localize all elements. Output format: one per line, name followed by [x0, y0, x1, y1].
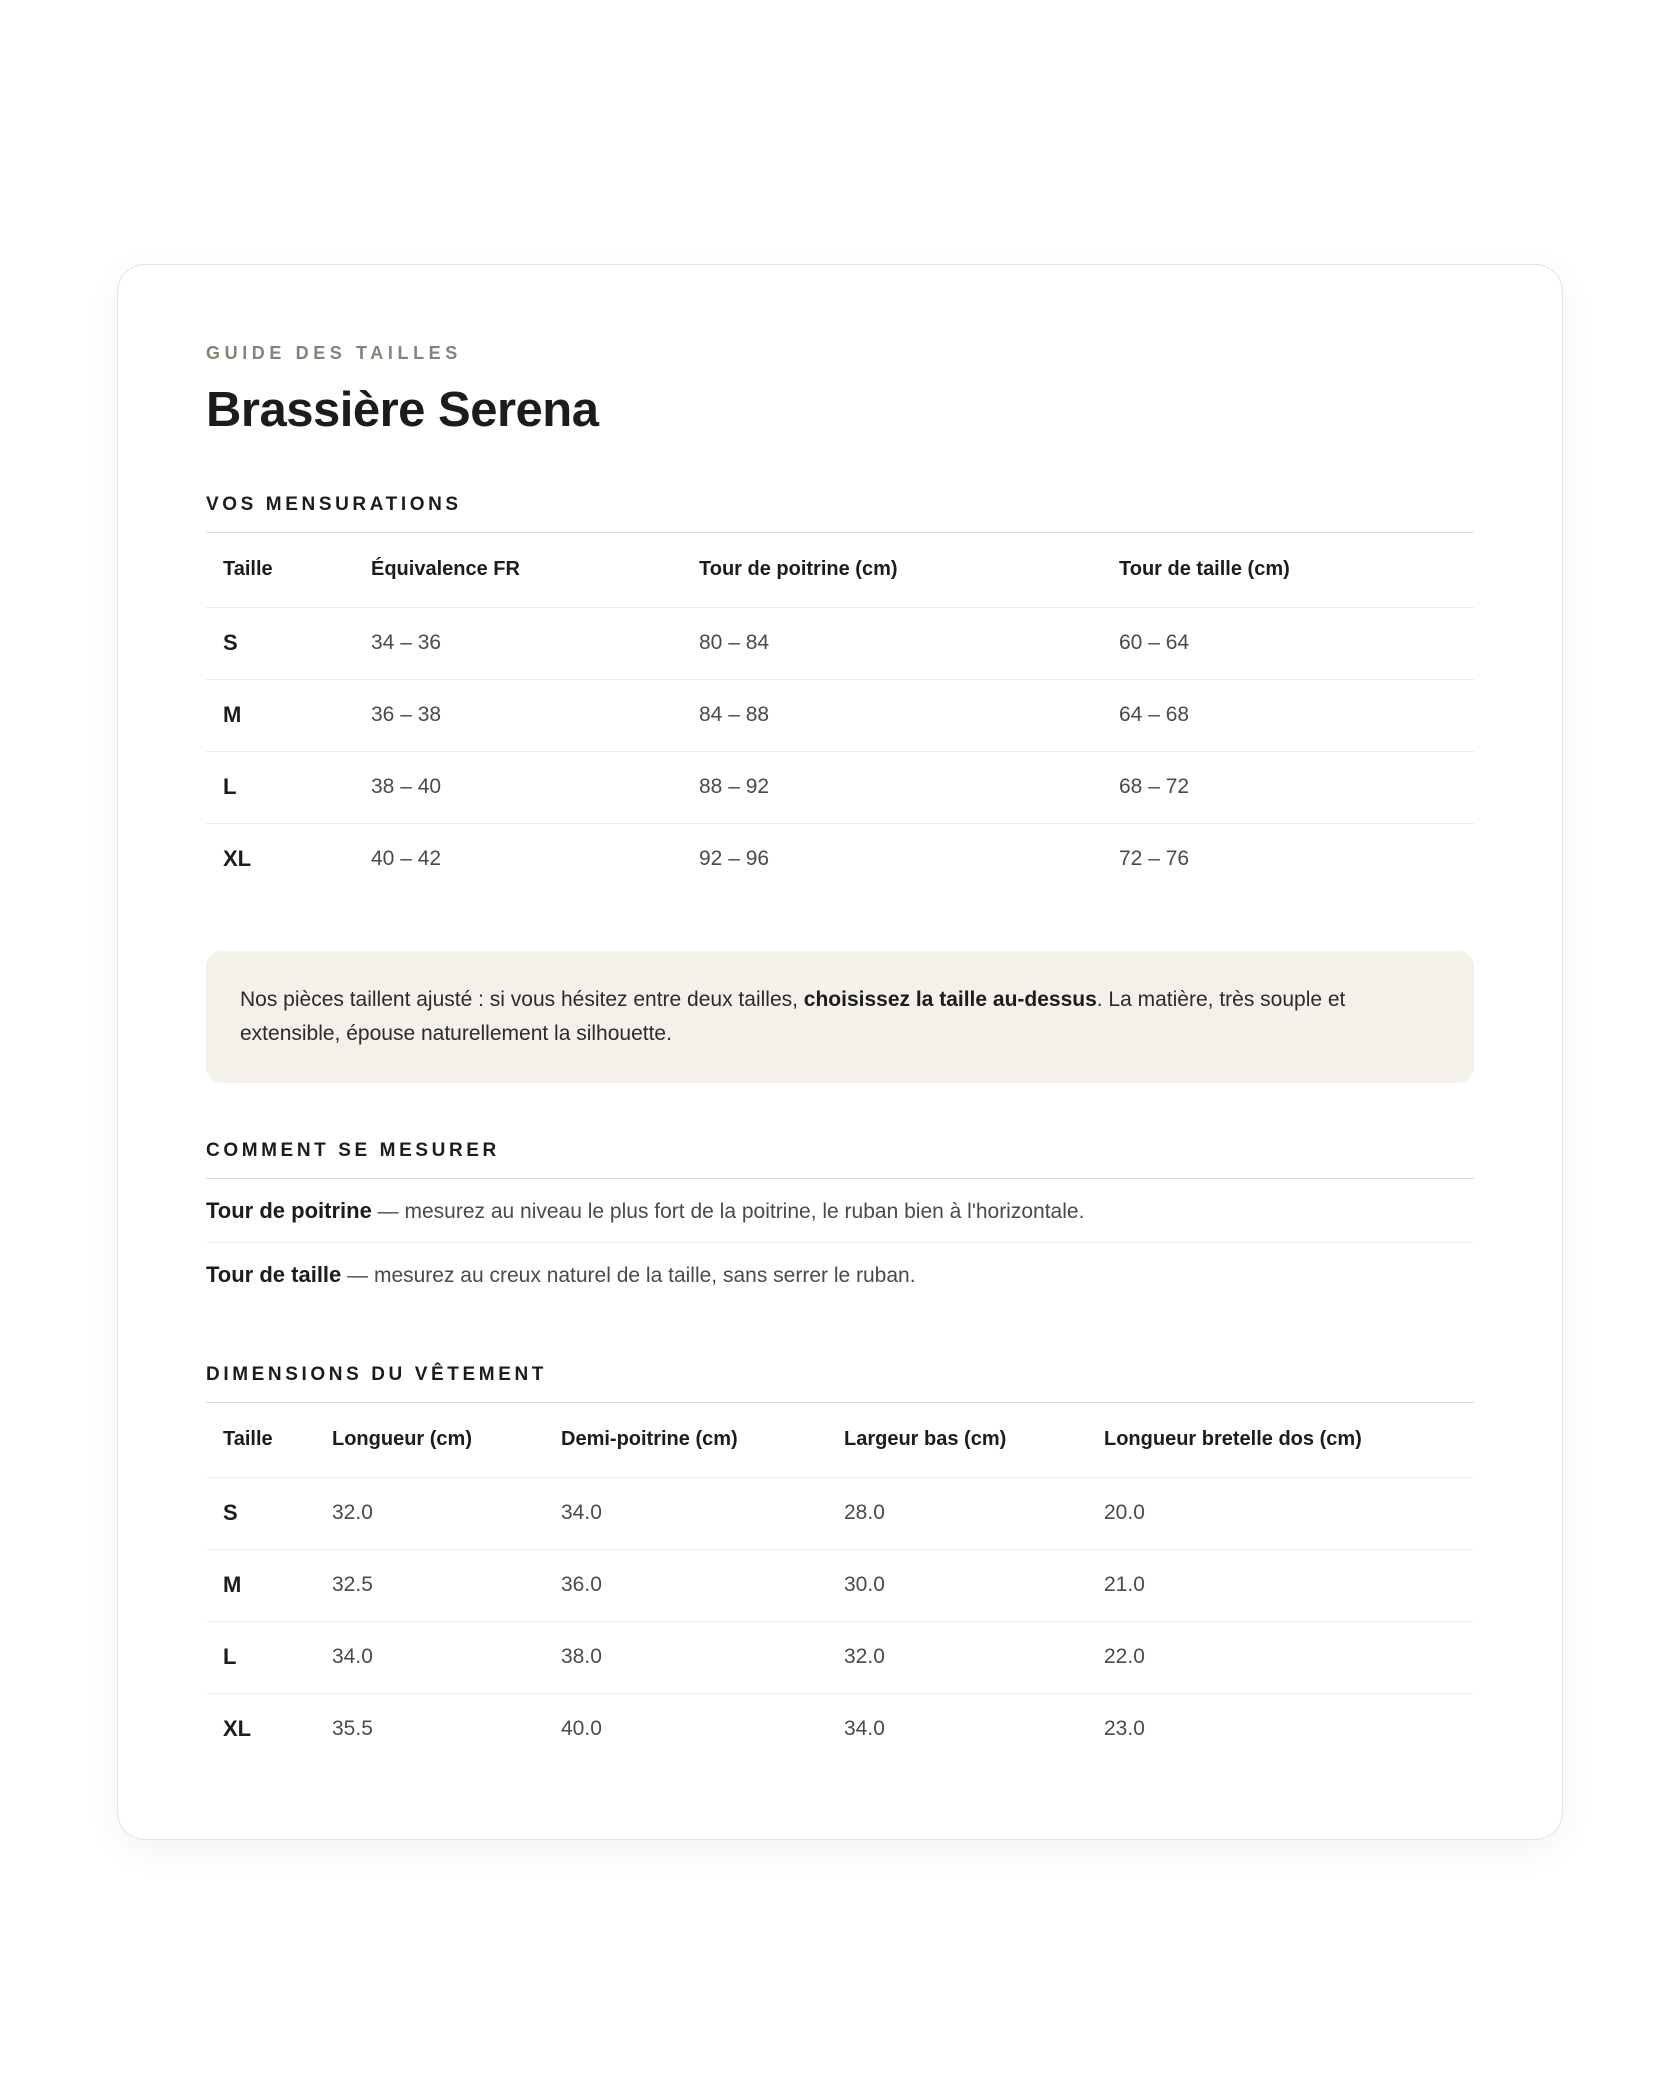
- table-cell: 34 – 36: [354, 607, 682, 679]
- table-row: [206, 751, 1474, 823]
- list-item: [206, 1179, 1474, 1243]
- table-cell: 88 – 92: [682, 751, 1102, 823]
- note-emphasis: choisissez la taille au-dessus: [803, 988, 1097, 1011]
- note-text: Nos pièces taillent ajusté : si vous hésitez entre deux tailles,: [240, 988, 804, 1011]
- table-cell: 80 – 84: [682, 607, 1102, 679]
- table-cell: 35.5: [332, 1717, 373, 1741]
- column-header: Taille: [206, 1403, 315, 1477]
- measure-term: Tour de poitrine: [206, 1198, 372, 1223]
- size-cell: XL: [223, 846, 252, 872]
- table-cell: 34.0: [844, 1717, 885, 1741]
- table-cell: 30.0: [827, 1549, 1087, 1621]
- table-row: [206, 1693, 1474, 1765]
- garment-dimensions-table: [206, 1403, 1474, 1765]
- table-cell: 34.0: [315, 1621, 544, 1693]
- size-cell: S: [206, 1477, 315, 1549]
- measure-description: — mesurez au niveau le plus fort de la poitrine, le ruban bien à l'horizontale.: [371, 1200, 1085, 1223]
- table-cell: 60 – 64: [1102, 607, 1474, 679]
- size-cell: S: [206, 607, 354, 679]
- table-cell: 38 – 40: [354, 751, 682, 823]
- size-cell: M: [206, 1549, 315, 1621]
- size-cell: L: [206, 751, 354, 823]
- page-title: Brassière Serena: [206, 383, 599, 437]
- table-cell: 64 – 68: [1102, 679, 1474, 751]
- table-row: [206, 1477, 1474, 1549]
- column-header: Taille: [206, 533, 354, 607]
- column-header: Demi-poitrine (cm): [544, 1403, 827, 1477]
- table-cell: 32.0: [827, 1621, 1087, 1693]
- measure-term: Tour de taille: [206, 1262, 342, 1287]
- table-cell: 20.0: [1087, 1477, 1474, 1549]
- fit-advice-note: [206, 951, 1474, 1083]
- how-to-measure-heading: COMMENT SE MESURER: [206, 1139, 1474, 1179]
- garment-dimensions-heading: DIMENSIONS DU VÊTEMENT: [206, 1363, 1474, 1403]
- table-row: [206, 1621, 1474, 1693]
- table-cell: 92 – 96: [699, 847, 770, 871]
- table-row: [206, 607, 1474, 679]
- table-row: [206, 679, 1474, 751]
- table-cell: 32.0: [315, 1477, 544, 1549]
- list-item: [206, 1243, 1474, 1307]
- table-cell: 84 – 88: [682, 679, 1102, 751]
- table-cell: 22.0: [1087, 1621, 1474, 1693]
- measure-description: — mesurez au creux naturel de la taille, sans serrer le ruban.: [341, 1264, 916, 1287]
- table-header-row: [206, 533, 1474, 607]
- table-cell: 72 – 76: [1119, 847, 1190, 871]
- size-cell: L: [206, 1621, 315, 1693]
- column-header: Tour de poitrine (cm): [682, 533, 1102, 607]
- column-header: Largeur bas (cm): [827, 1403, 1087, 1477]
- size-cell: M: [206, 679, 354, 751]
- table-cell: 36 – 38: [354, 679, 682, 751]
- column-header: Longueur bretelle dos (cm): [1087, 1403, 1474, 1477]
- table-cell: 28.0: [827, 1477, 1087, 1549]
- table-row: [206, 823, 1474, 895]
- column-header: Équivalence FR: [354, 533, 682, 607]
- table-cell: 34.0: [544, 1477, 827, 1549]
- table-cell: 68 – 72: [1102, 751, 1474, 823]
- size-cell: XL: [223, 1716, 252, 1742]
- how-to-measure-list: [206, 1179, 1474, 1307]
- table-cell: 23.0: [1104, 1717, 1145, 1741]
- table-header-row: [206, 1403, 1474, 1477]
- table-cell: 40 – 42: [371, 847, 442, 871]
- table-cell: 21.0: [1087, 1549, 1474, 1621]
- size-guide-card: [117, 264, 1563, 1840]
- eyebrow-label: GUIDE DES TAILLES: [206, 343, 462, 363]
- table-cell: 40.0: [561, 1717, 602, 1741]
- table-cell: 36.0: [544, 1549, 827, 1621]
- note-text: . La matière, très souple et extensible, épouse naturellement la silhouette.: [240, 988, 1346, 1045]
- measurements-table: [206, 533, 1474, 895]
- column-header: Tour de taille (cm): [1102, 533, 1474, 607]
- table-row: [206, 1549, 1474, 1621]
- table-cell: 38.0: [544, 1621, 827, 1693]
- table-cell: 32.5: [315, 1549, 544, 1621]
- measurements-heading: VOS MENSURATIONS: [206, 493, 1474, 533]
- column-header: Longueur (cm): [315, 1403, 544, 1477]
